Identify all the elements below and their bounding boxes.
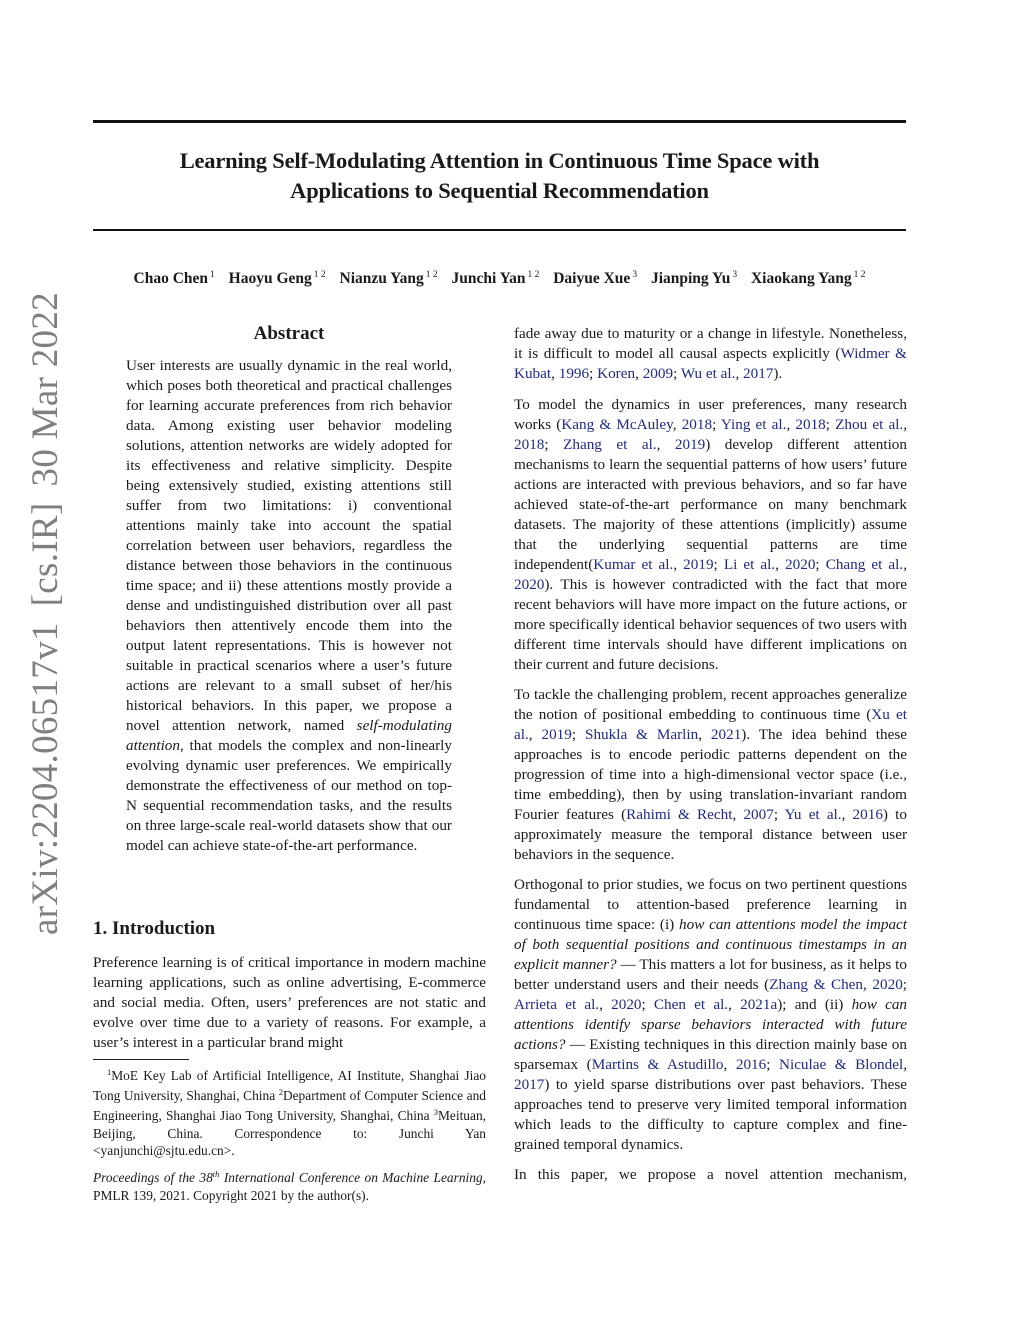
author-list — [93, 265, 906, 289]
proceedings-note: Proceedings of the 38th International Conference on Machine Learning, PMLR 139, 2021. Copyright 2021 by the author(s). — [93, 1169, 486, 1203]
footnote-rule — [93, 1059, 189, 1060]
author: Junchi Yan $^{1 2}$ — [451, 270, 540, 287]
intro-paragraph: In this paper, we propose a novel attention mechanism, — [514, 1166, 907, 1183]
citation-link[interactable]: Widmer & Kubat — [514, 345, 907, 382]
citation-link[interactable]: 2019 — [683, 556, 714, 573]
arxiv-date: 30 Mar 2022 — [25, 292, 66, 487]
research-question: how can attentions model the impact of both sequential positions and continuous timestamps in an explicit manner? — [514, 916, 907, 973]
citation-link[interactable]: 1996 — [558, 365, 590, 382]
title-bottom-rule — [93, 229, 906, 231]
citation-link[interactable]: 2009 — [642, 365, 674, 382]
title-line-2: Applications to Sequential Recommendation — [290, 178, 709, 203]
citation-link[interactable]: Chang et al. — [825, 556, 904, 573]
citation-link[interactable]: Chen et al. — [653, 996, 729, 1013]
author: Nianzu Yang $^{1 2}$ — [339, 270, 438, 287]
citation-link[interactable]: 2021 — [710, 726, 742, 743]
arxiv-category: [cs.IR] — [25, 502, 66, 607]
citation-link[interactable]: Arrieta et al. — [514, 996, 600, 1013]
citation-link[interactable]: Li et al. — [723, 556, 776, 573]
citation-link[interactable]: Shukla & Marlin — [585, 726, 699, 743]
intro-paragraph: fade away due to maturity or a change in lifestyle. Nonetheless, it is difficult to model all causal aspects explicitly (Widmer & Kubat, 1996; Koren, 2009; Wu et al., 2017). — [514, 325, 907, 382]
citation-link[interactable]: Wu et al. — [680, 365, 736, 382]
citation-link[interactable]: 2018 — [681, 416, 713, 433]
citation-link[interactable]: 2007 — [743, 806, 774, 823]
author: Xiaokang Yang $^{1 2}$ — [750, 270, 866, 287]
citation-link[interactable]: Kang & McAuley — [561, 416, 673, 433]
intro-paragraph: To model the dynamics in user preferences, many research works (Kang & McAuley, 2018; Ying et al., 2018; Zhou et al., 2018; Zhang et al., 2019) develop different attention mechanisms to learn the sequential patterns of how users’ future actions are interacted with previous behaviors, and so far have achieved state-of-the-art performance on many benchmark datasets. The majority of these attentions (implicitly) assume that the underlying sequential patterns are time independent(Kumar et al., 2019; Li et al., 2020; Chang et al., 2020). This is however contradicted with the fact that more recent behaviors will have more impact on the future actions, or more specifically identical behavior sequences of two users with different time intervals should have different implications on their current and future decisions. — [514, 396, 908, 673]
affiliations-footnote: $^1$MoE Key Lab of Artificial Intelligence, AI Institute, Shanghai Jiao Tong University, Shanghai, China $^2$Department of Computer Science and Engineering, Shanghai Jiao Tong University, Shanghai, China $^3$Meituan, Beijing, China. Correspondence to: Junchi Yan <yanjunchi@sjtu.edu.cn>. — [93, 1067, 486, 1158]
citation-link[interactable]: 2021a — [740, 996, 778, 1013]
citation-link[interactable]: Niculae & Blondel — [779, 1056, 904, 1073]
citation-link[interactable]: 2016 — [852, 806, 883, 823]
title-top-rule — [93, 120, 906, 123]
citation-link[interactable]: Ying et al. — [720, 416, 787, 433]
abstract-heading: Abstract — [253, 323, 325, 344]
citation-link[interactable]: 2018 — [514, 436, 545, 453]
citation-link[interactable]: Zhang & Chen — [769, 976, 864, 993]
paper-title — [93, 146, 906, 206]
intro-paragraph: Orthogonal to prior studies, we focus on two pertinent questions fundamental to attention-based preference learning in continuous time space: (i) how can attentions model the impact of both sequential positions and continuous timestamps in an explicit manner? — This matters a lot for business, as it helps to better understand users and their needs (Zhang & Chen, 2020; Arrieta et al., 2020; Chen et al., 2021a); and (ii) how can attentions identify sparse behaviors interacted with future actions? — Existing techniques in this direction mainly base on sparsemax (Martins & Astudillo, 2016; Niculae & Blondel, 2017) to yield sparse distributions over past behaviors. These approaches tend to preserve very limited temporal information which leads to the difficulty to capture complex and fine-grained temporal dynamics. — [514, 876, 908, 1153]
citation-link[interactable]: Kumar et al. — [593, 556, 674, 573]
title-line-1: Learning Self-Modulating Attention in Continuous Time Space with — [179, 148, 820, 173]
intro-paragraph: To tackle the challenging problem, recent approaches generalize the notion of positional embedding to continuous time (Xu et al., 2019; Shukla & Marlin, 2021). The idea behind these approaches is to encode periodic patterns dependent on the progression of time into a high-dimensional vector space (i.e., time embedding), then by using translation-invariant random Fourier features (Rahimi & Recht, 2007; Yu et al., 2016) to approximately measure the temporal distance between user behaviors in the sequence. — [514, 686, 907, 863]
citation-link[interactable]: Rahimi & Recht — [626, 806, 733, 823]
arxiv-id[interactable]: arXiv:2204.06517v1 — [25, 622, 66, 935]
abstract-text: User interests are usually dynamic in the real world, which poses both theoretical and practical challenges for learning accurate preferences from rich behavior data. Among existing user behavior modeling solutions, attention networks are widely adopted for its effectiveness and relative simplicity. Despite being extensively studied, existing attentions still suffer from two limitations: i) conventional attentions mainly take into account the spatial correlation between user behaviors, regardless the distance between those behaviors in the continuous time space; and ii) these attentions mostly provide a dense and undistinguished distribution over all past behaviors then attentively encode them into the output latent representations. This is however not suitable in practical scenarios where a user’s future actions are relevant to a small subset of her/his historical behaviors. In this paper, we propose a novel attention network, named self-modulating attention, that models the complex and non-linearly evolving dynamic user preferences. We empirically demonstrate the effectiveness of our method on top-N sequential recommendation tasks, and the results on three large-scale real-world datasets show that our model can achieve state-of-the-art performance. — [126, 357, 452, 854]
citation-link[interactable]: Xu et al. — [514, 706, 907, 743]
author: Jianping Yu $^3$ — [650, 270, 738, 287]
citation-link[interactable]: 2018 — [795, 416, 826, 433]
citation-link[interactable]: 2016 — [735, 1056, 767, 1073]
citation-link[interactable]: 2019 — [541, 726, 572, 743]
citation-link[interactable]: Yu et al. — [784, 806, 842, 823]
citation-link[interactable]: Zhou et al. — [835, 416, 904, 433]
citation-link[interactable]: Martins & Astudillo — [591, 1056, 724, 1073]
author: Haoyu Geng $^{1 2}$ — [228, 270, 326, 287]
citation-link[interactable]: 2020 — [872, 976, 903, 993]
citation-link[interactable]: 2019 — [674, 436, 706, 453]
citation-link[interactable]: 2020 — [514, 576, 545, 593]
intro-paragraph: Preference learning is of critical importance in modern machine learning applications, such as online advertising, E-commerce and social media. Often, users’ preferences are not static and evolve over time due to a variety of reasons. For example, a user’s interest in a particular brand might — [93, 954, 486, 1051]
citation-link[interactable]: Zhang et al. — [563, 436, 657, 453]
emphasis: self-modulating attention — [126, 717, 452, 754]
citation-link[interactable]: 2017 — [514, 1076, 545, 1093]
citation-link[interactable]: 2020 — [785, 556, 816, 573]
research-question: how can attentions identify sparse behaviors interacted with future actions? — [514, 996, 908, 1053]
section-heading-introduction: 1. Introduction — [93, 918, 216, 939]
arxiv-stamp — [24, 292, 67, 935]
citation-link[interactable]: 2020 — [611, 996, 642, 1013]
citation-link[interactable]: 2017 — [743, 365, 774, 382]
author: Daiyue Xue $^3$ — [553, 270, 638, 287]
author: Chao Chen $^1$ — [133, 270, 215, 287]
citation-link[interactable]: Koren — [597, 365, 636, 382]
